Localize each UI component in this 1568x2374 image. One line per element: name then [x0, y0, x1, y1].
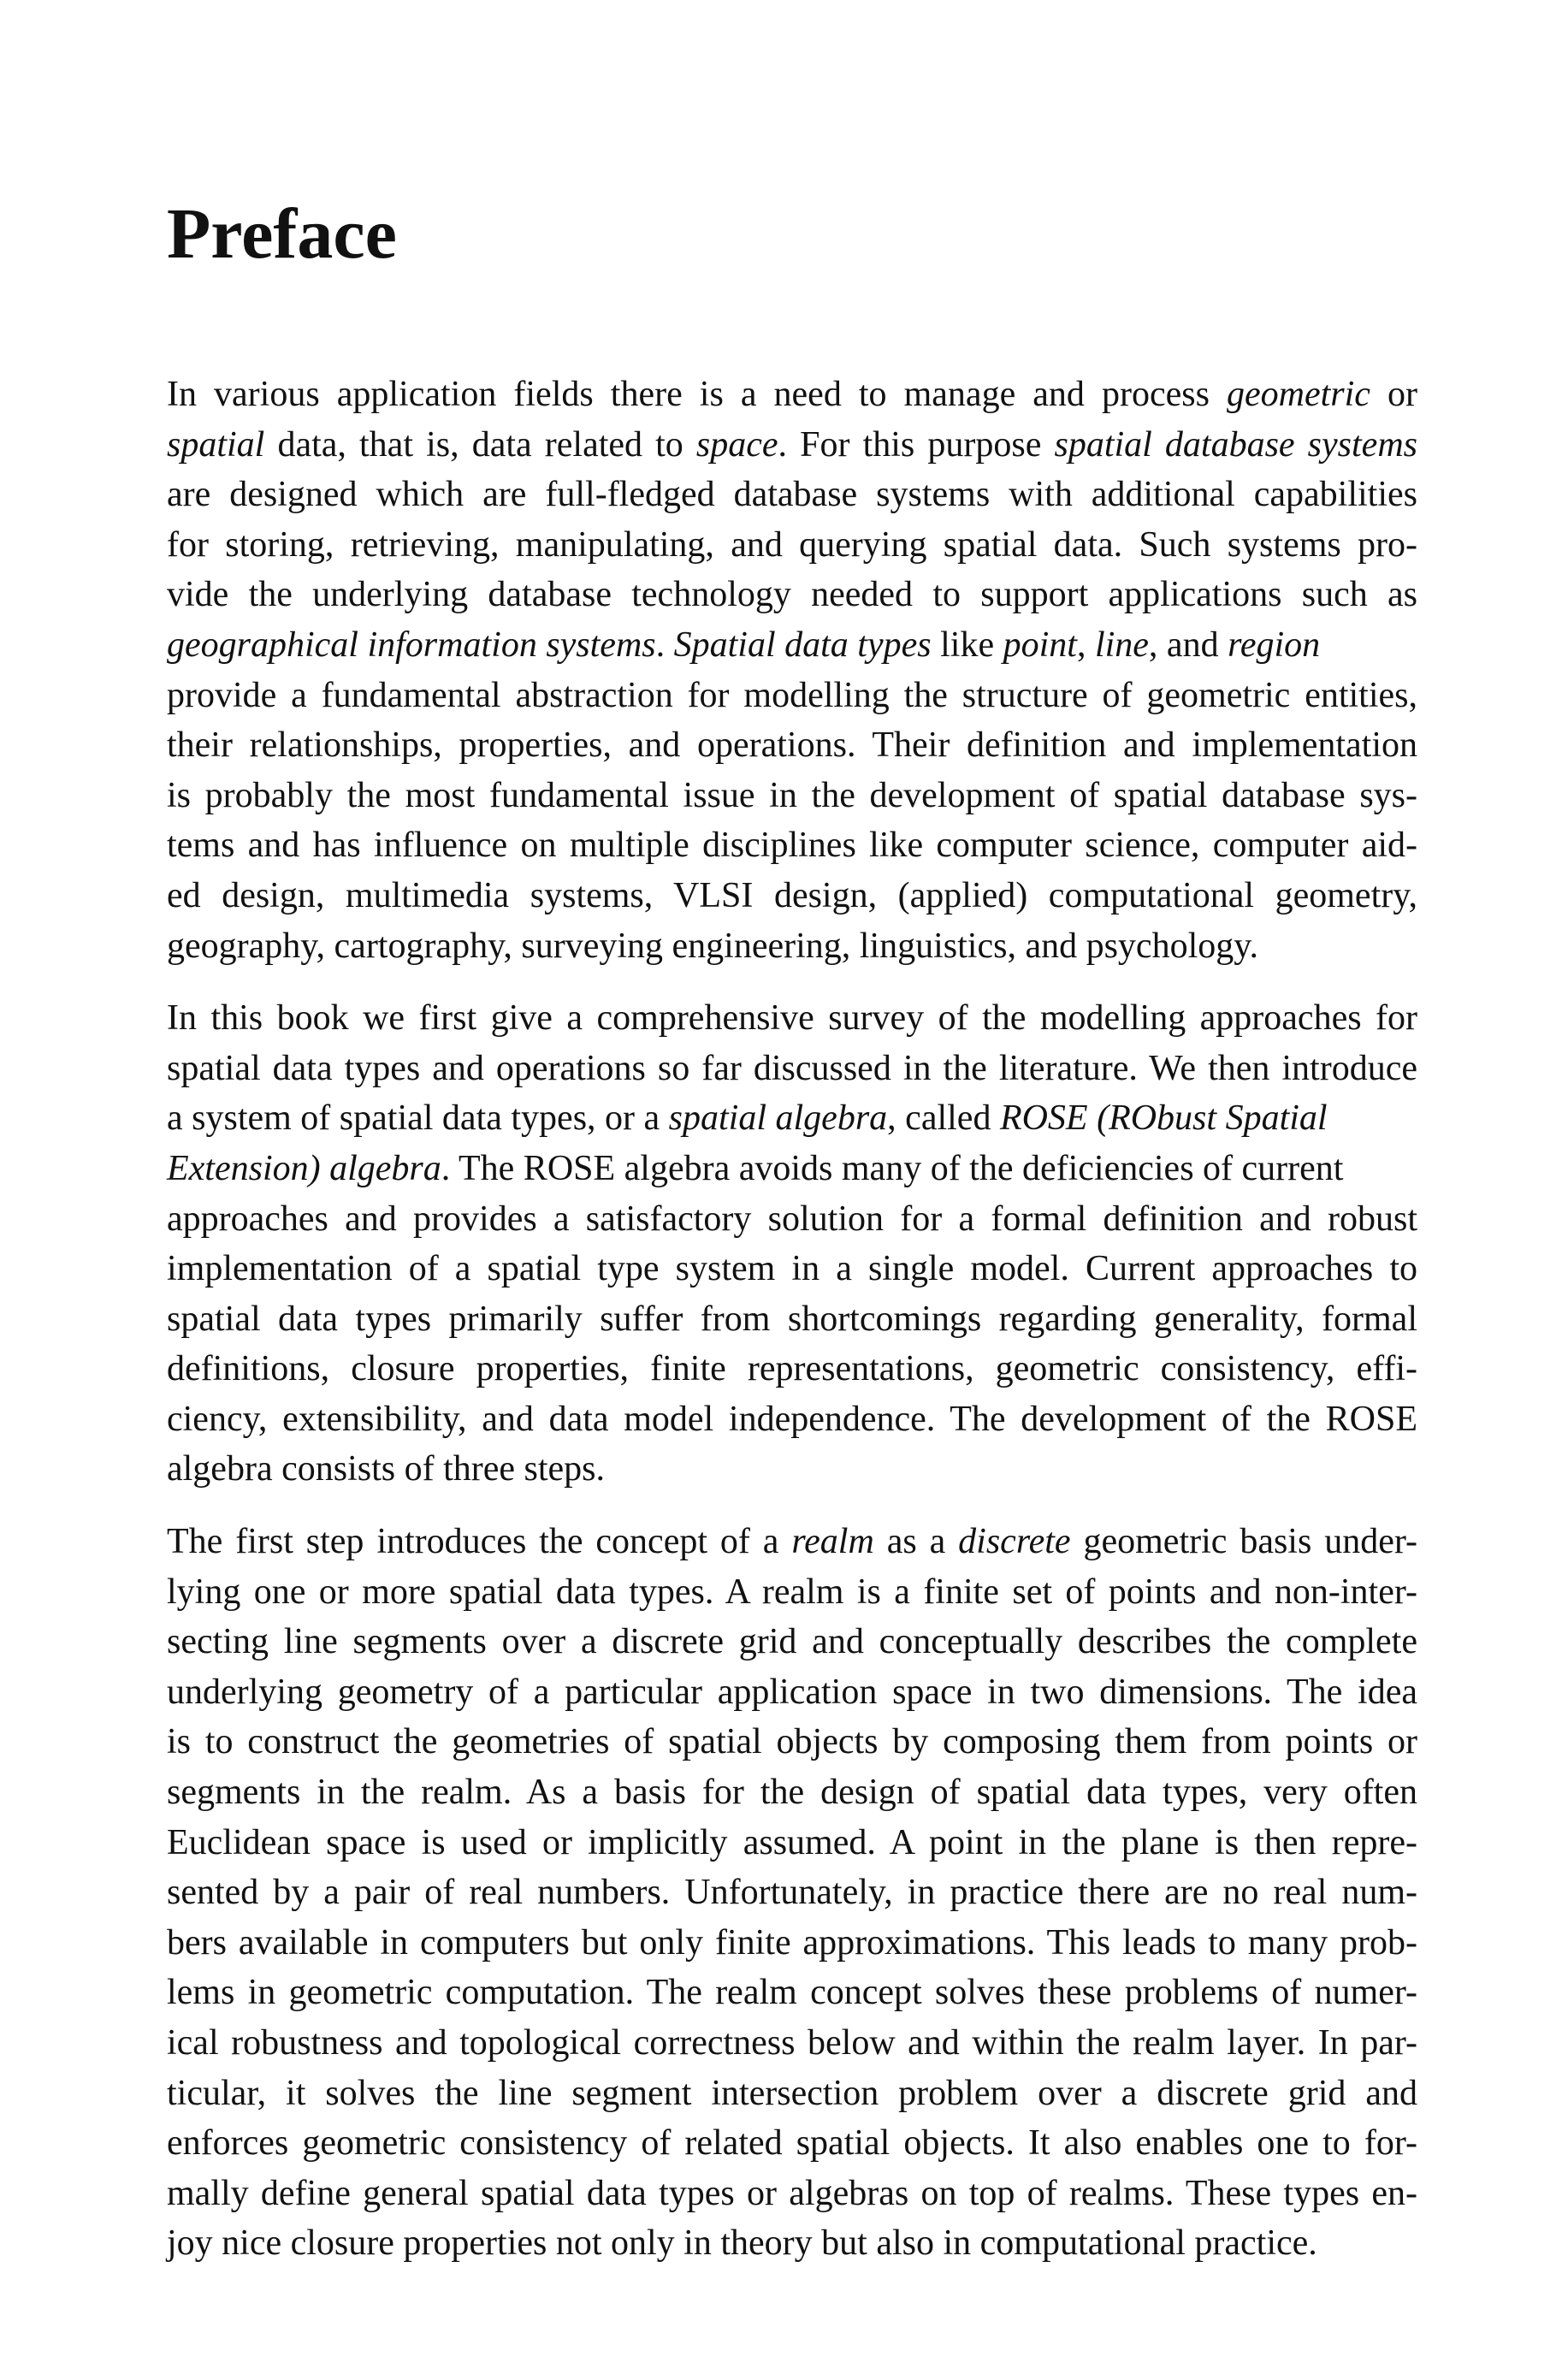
text-run: spatial data types and operations so far discussed in the literature. We then introduce: [167, 1048, 1417, 1088]
text-run: provide a fundamental abstraction for modelling the structure of geometric entities,: [167, 675, 1417, 715]
italic-text: region: [1228, 625, 1321, 665]
text-line: [167, 820, 1417, 871]
italic-text: geometric: [1227, 375, 1370, 414]
italic-text: realm: [791, 1522, 874, 1562]
italic-text: spatial algebra: [668, 1098, 888, 1139]
text-run: , and: [1148, 625, 1228, 665]
text-run: In various application fields there is a need to manage and process: [167, 375, 1227, 414]
text-line: [167, 1567, 1417, 1618]
text-run: underlying geometry of a particular application space in two dimensions. The idea: [167, 1672, 1417, 1712]
text-run: The first step introduces the concept of a: [167, 1522, 792, 1562]
text-line: [167, 1767, 1417, 1818]
text-run: or: [1370, 375, 1417, 414]
text-line: [167, 1394, 1417, 1445]
text-run: vide the underlying database technology needed to support applications such as: [167, 575, 1417, 615]
text-line: [167, 370, 1417, 420]
page-body: [167, 370, 1417, 2291]
text-run: In this book we first give a comprehensive survey of the modelling approaches for: [167, 998, 1417, 1039]
italic-text: geographical information systems: [167, 625, 656, 665]
text-line: [167, 671, 1417, 721]
text-line: [167, 1517, 1417, 1567]
text-run: ical robustness and topological correctness below and within the realm layer. In par-: [167, 2023, 1417, 2063]
text-run: are designed which are full-fledged database systems with additional capabilities: [167, 475, 1417, 515]
text-run: a system of spatial data types, or a: [167, 1098, 669, 1139]
text-line: [167, 620, 1417, 671]
text-run: approaches and provides a satisfactory solution for a formal definition and robust: [167, 1199, 1417, 1239]
text-run: enforces geometric consistency of related spatial objects. It also enables one to for-: [167, 2123, 1417, 2164]
text-line: [167, 921, 1417, 972]
text-run: spatial data types primarily suffer from shortcomings regarding generality, formal: [167, 1299, 1417, 1339]
text-run: bers available in computers but only finite approximations. This leads to many prob-: [167, 1922, 1417, 1963]
text-line: [167, 771, 1417, 821]
text-line: [167, 420, 1417, 471]
text-line: [167, 1717, 1417, 1767]
text-line: [167, 1044, 1417, 1094]
text-run: lems in geometric computation. The realm concept solves these problems of numer-: [167, 1973, 1417, 2013]
text-run: , called: [887, 1098, 1000, 1139]
text-line: [167, 1444, 1417, 1495]
italic-text: point: [1003, 625, 1077, 665]
text-line: [167, 1144, 1417, 1194]
paragraph: [167, 1517, 1417, 2269]
text-run: ciency, extensibility, and data model independence. The development of the ROSE: [167, 1399, 1417, 1439]
text-run: definitions, closure properties, finite representations, geometric consistency, effi-: [167, 1349, 1417, 1389]
italic-text: spatial: [167, 424, 265, 465]
text-line: [167, 1093, 1417, 1144]
text-run: as a: [873, 1522, 959, 1562]
text-line: [167, 520, 1417, 571]
text-line: [167, 720, 1417, 771]
text-line: [167, 2118, 1417, 2169]
text-run: ,: [1076, 625, 1095, 665]
text-run: geometric basis under-: [1070, 1522, 1417, 1562]
text-run: for storing, retrieving, manipulating, and querying spatial data. Such systems pro-: [167, 524, 1417, 565]
paragraph: [167, 370, 1417, 971]
italic-text: ROSE (RObust Spatial: [999, 1098, 1328, 1139]
text-run: .: [655, 625, 674, 665]
text-run: lying one or more spatial data types. A realm is a finite set of points and non-inter-: [167, 1572, 1417, 1612]
text-run: implementation of a spatial type system in a single model. Current approaches to: [167, 1249, 1417, 1289]
text-run: . The ROSE algebra avoids many of the deficiencies of current: [441, 1148, 1344, 1188]
text-run: algebra consists of three steps.: [167, 1449, 606, 1489]
text-line: [167, 871, 1417, 921]
text-line: [167, 1868, 1417, 1918]
text-run: their relationships, properties, and operations. Their definition and implementation: [167, 725, 1417, 766]
text-run: ticular, it solves the line segment intersection problem over a discrete grid and: [167, 2073, 1417, 2113]
text-line: [167, 2069, 1417, 2119]
text-run: mally define general spatial data types or algebras on top of realms. These types en-: [167, 2173, 1417, 2213]
text-line: [167, 1294, 1417, 1345]
text-line: [167, 1918, 1417, 1968]
text-run: Euclidean space is used or implicitly assumed. A point in the plane is then repre-: [167, 1822, 1417, 1862]
text-line: [167, 993, 1417, 1044]
text-run: secting line segments over a discrete grid and conceptually describes the complete: [167, 1622, 1417, 1662]
text-line: [167, 570, 1417, 620]
text-run: tems and has influence on multiple disciplines like computer science, computer aid-: [167, 826, 1417, 866]
text-run: ed design, multimedia systems, VLSI design, (applied) computational geometry,: [167, 875, 1417, 915]
text-run: segments in the realm. As a basis for the design of spatial data types, very often: [167, 1773, 1417, 1813]
text-run: joy nice closure properties not only in theory but also in computational practice.: [167, 2223, 1317, 2264]
text-line: [167, 1818, 1417, 1868]
text-line: [167, 2018, 1417, 2069]
paragraph: [167, 993, 1417, 1495]
italic-text: line: [1094, 625, 1149, 665]
text-run: like: [931, 625, 1003, 665]
text-line: [167, 1344, 1417, 1394]
text-line: [167, 1968, 1417, 2018]
text-line: [167, 2218, 1417, 2269]
text-run: geography, cartography, surveying engineering, linguistics, and psychology.: [167, 926, 1259, 966]
text-run: sented by a pair of real numbers. Unfortunately, in practice there are no real num-: [167, 1873, 1417, 1913]
italic-text: discrete: [958, 1522, 1071, 1562]
text-line: [167, 1194, 1417, 1245]
text-run: is to construct the geometries of spatial objects by composing them from points or: [167, 1722, 1417, 1762]
italic-text: Spatial data types: [673, 625, 932, 665]
text-line: [167, 2169, 1417, 2219]
text-line: [167, 1244, 1417, 1294]
text-line: [167, 470, 1417, 520]
text-run: . For this purpose: [778, 424, 1055, 465]
text-line: [167, 1667, 1417, 1718]
text-run: is probably the most fundamental issue in the development of spatial database sys-: [167, 775, 1417, 815]
text-run: data, that is, data related to: [264, 424, 696, 465]
italic-text: spatial database systems: [1054, 424, 1417, 465]
text-line: [167, 1617, 1417, 1667]
page-title: Preface: [167, 194, 397, 274]
italic-text: space: [695, 424, 778, 465]
italic-text: Extension) algebra: [167, 1148, 441, 1188]
